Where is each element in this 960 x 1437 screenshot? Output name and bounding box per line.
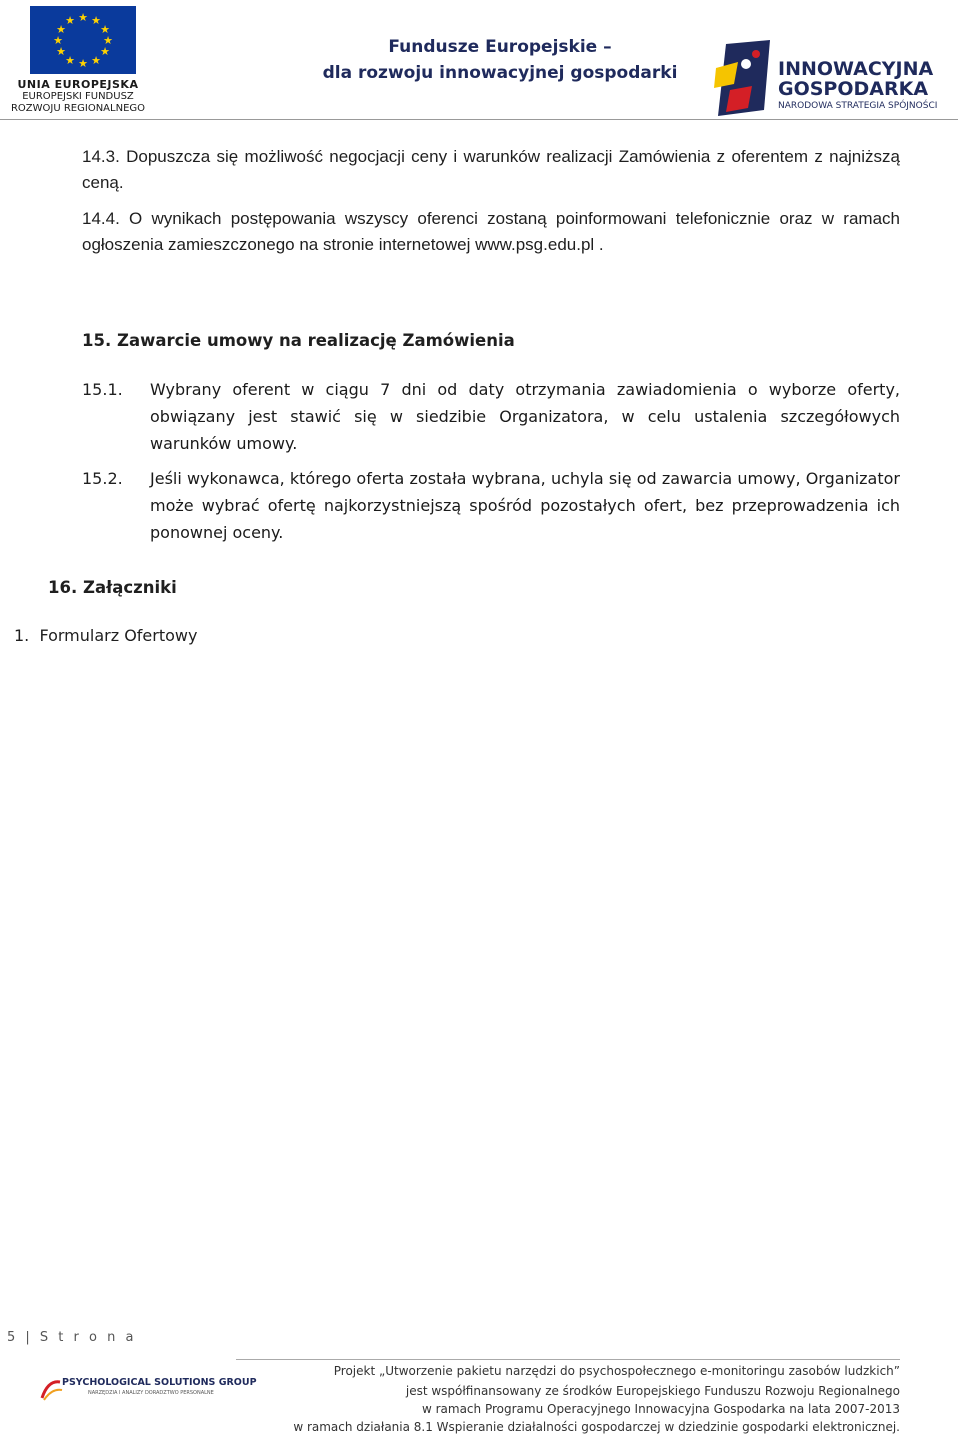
eu-flag-icon [30,6,136,74]
ig-logo-line1: INNOWACYJNA [778,58,934,80]
svg-text:★: ★ [78,57,88,70]
eu-logo-line2: EUROPEJSKI FUNDUSZ [22,91,134,102]
svg-text:★: ★ [100,45,110,58]
svg-text:★: ★ [78,11,88,24]
eu-logo [2,2,152,117]
eu-logo-line3: ROZWOJU REGIONALNEGO [10,103,146,114]
footer-line1: Projekt „Utworzenie pakietu narzędzi do psychospołecznego e-monitoringu zasobów ludzkich” [333,1364,900,1378]
footer-line2: jest współfinansowany ze środków Europejskiego Funduszu Rozwoju Regionalnego [405,1384,900,1398]
section-16-heading: 16. Załączniki [48,578,177,597]
item-15-1-text: Wybrany oferent w ciągu 7 dni od daty otrzymania zawiadomienia o wyborze oferty, obwiązany jest stawić się w siedzibie Organizatora, w celu ustalenia szczegółowych warunków umowy. [150,380,900,453]
page-number: 5 | S t r o n a [7,1330,137,1345]
paragraph-14-3: 14.3. Dopuszcza się możliwość negocjacji ceny i warunków realizacji Zamówienia z oferentem z najniższą ceną. [82,147,900,192]
svg-text:★: ★ [56,45,66,58]
footer-line4: w ramach działania 8.1 Wspieranie działalności gospodarczej w dziedzinie gospodarki elektronicznej. [293,1420,900,1434]
svg-text:★: ★ [65,54,75,67]
innowacyjna-gospodarka-logo [712,40,952,118]
paragraph-14-4: 14.4. O wynikach postępowania wszyscy oferenci zostaną poinformowani telefonicznie oraz w ramach ogłoszenia zamieszczonego na stronie internetowej www.psg.edu.pl . [82,209,900,254]
svg-text:★: ★ [53,34,63,47]
psg-logo [38,1374,257,1404]
svg-text:★: ★ [91,54,101,67]
item-15-1-number: 15.1. [82,380,123,399]
ig-logo-line2: GOSPODARKA [778,78,929,100]
header-title-line1: Fundusze Europejskie – [388,37,612,57]
svg-text:★: ★ [65,14,75,27]
item-15-2-number: 15.2. [82,469,123,488]
svg-text:★: ★ [103,34,113,47]
svg-text:★: ★ [91,14,101,27]
ig-logo-line3: NARODOWA STRATEGIA SPÓJNOŚCI [778,101,938,111]
section-15-heading: 15. Zawarcie umowy na realizację Zamówienia [82,331,515,350]
psg-logo-tagline: NARZĘDZIA I ANALIZY DORADZTWO PERSONALNE [88,1390,214,1396]
svg-text:★: ★ [56,23,66,36]
footer-line3: w ramach Programu Operacyjnego Innowacyjna Gospodarka na lata 2007-2013 [421,1402,900,1416]
footer-divider [236,1359,900,1360]
svg-text:★: ★ [100,23,110,36]
eu-logo-line1: UNIA EUROPEJSKA [17,78,139,91]
header-divider [0,119,958,120]
attachment-item-1: 1. Formularz Ofertowy [14,626,198,645]
header-title-line2: dla rozwoju innowacyjnej gospodarki [322,63,678,83]
psg-logo-name: PSYCHOLOGICAL SOLUTIONS GROUP [62,1377,257,1388]
ig-star-mark-icon [712,40,772,116]
item-15-2-text: Jeśli wykonawca, którego oferta została wybrana, uchyla się od zawarcia umowy, Organizator może wybrać ofertę najkorzystniejszą spośród pozostałych ofert, bez przeprowadzenia ich ponownej oceny. [150,469,900,542]
